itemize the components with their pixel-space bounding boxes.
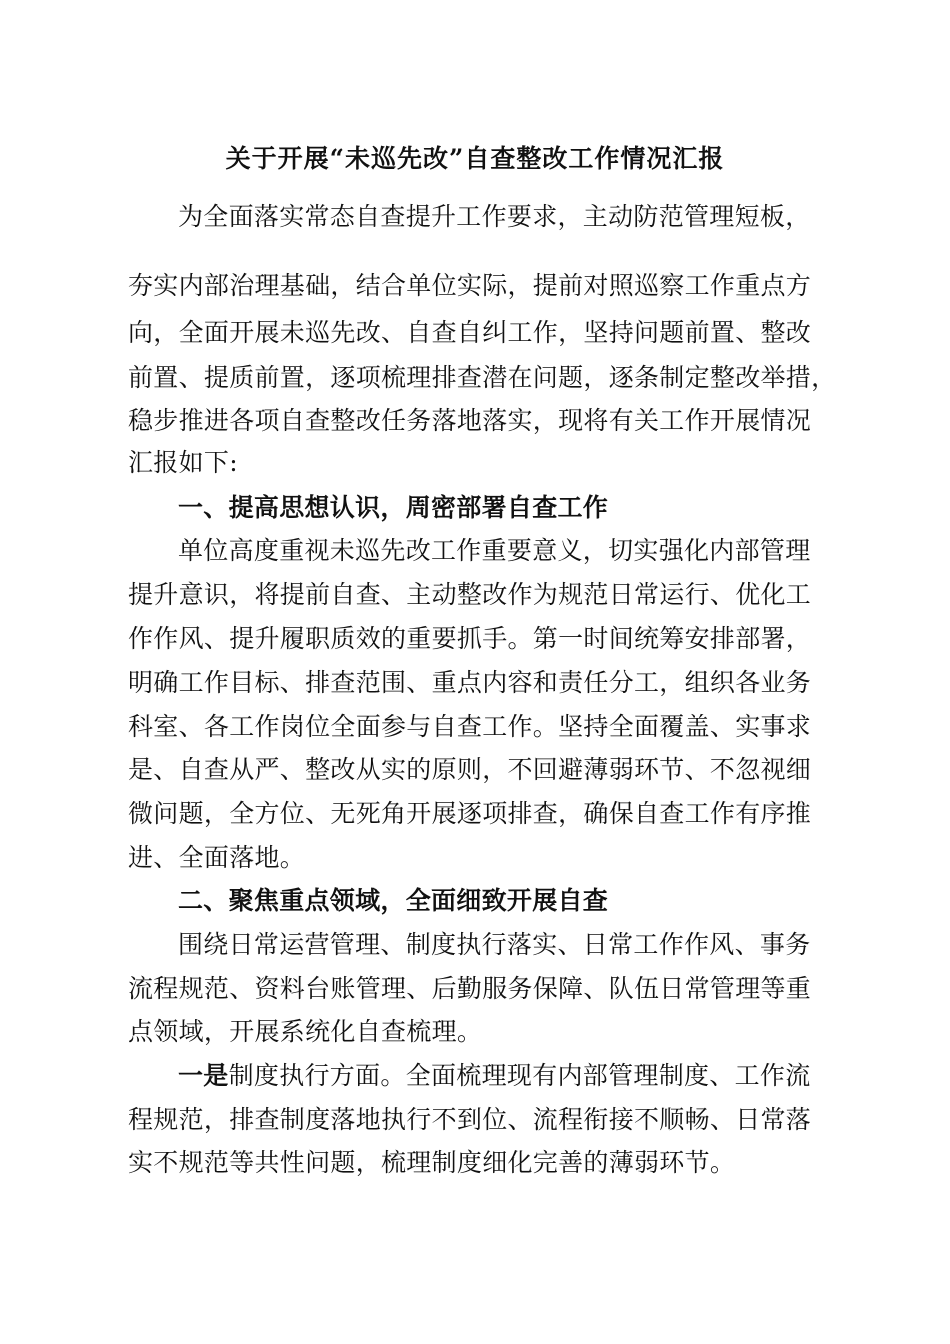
section-1-heading: 一、提高思想认识，周密部署自查工作 — [178, 493, 609, 522]
item-1-line-3: 实不规范等共性问题，梳理制度细化完善的薄弱环节。 — [128, 1148, 736, 1177]
item-1-line-1 — [178, 1059, 811, 1093]
item-1-lead: 一是 — [178, 1061, 229, 1090]
item-1-line-2: 程规范，排查制度落地执行不到位、流程衔接不顺畅、日常落 — [128, 1105, 812, 1134]
intro-line-2: 夯实内部治理基础，结合单位实际，提前对照巡察工作重点方 — [128, 271, 812, 300]
section-2-line-1: 围绕日常运营管理、制度执行落实、日常工作作风、事务 — [178, 930, 811, 959]
section-1-line-6: 是、自查从严、整改从实的原则，不回避薄弱环节、不忽视细 — [128, 755, 812, 784]
intro-line-5: 稳步推进各项自查整改任务落地落实，现将有关工作开展情况 — [128, 406, 812, 435]
intro-line-3: 向，全面开展未巡先改、自查自纠工作，坚持问题前置、整改 — [128, 318, 812, 347]
intro-line-6: 汇报如下: — [128, 448, 238, 477]
section-1-line-2: 提升意识，将提前自查、主动整改作为规范日常运行、优化工 — [128, 580, 812, 609]
section-2-line-2: 流程规范、资料台账管理、后勤服务保障、队伍日常管理等重 — [128, 974, 812, 1003]
section-1-line-4: 明确工作目标、排查范围、重点内容和责任分工，组织各业务 — [128, 668, 812, 697]
section-1-line-1: 单位高度重视未巡先改工作重要意义，切实强化内部管理 — [178, 536, 811, 565]
intro-line-4: 前置、提质前置，逐项梳理排查潜在问题，逐条制定整改举措， — [128, 363, 837, 392]
section-1-line-5: 科室、各工作岗位全面参与自查工作。坚持全面覆盖、实事求 — [128, 712, 812, 741]
section-1-line-8: 进、全面落地。 — [128, 843, 306, 872]
section-2-line-3: 点领域，开展系统化自查梳理。 — [128, 1017, 483, 1046]
intro-line-1: 为全面落实常态自查提升工作要求，主动防范管理短板， — [178, 202, 811, 231]
section-1-line-3: 作作风、提升履职质效的重要抓手。第一时间统筹安排部署， — [128, 624, 812, 653]
section-2-heading: 二、聚焦重点领域，全面细致开展自查 — [178, 886, 609, 915]
item-1-first-line-text: 制度执行方面。全面梳理现有内部管理制度、工作流 — [228, 1061, 811, 1090]
section-1-line-7: 微问题，全方位、无死角开展逐项排查，确保自查工作有序推 — [128, 799, 812, 828]
document-title: 关于开展“未巡先改”自查整改工作情况汇报 — [225, 144, 725, 173]
